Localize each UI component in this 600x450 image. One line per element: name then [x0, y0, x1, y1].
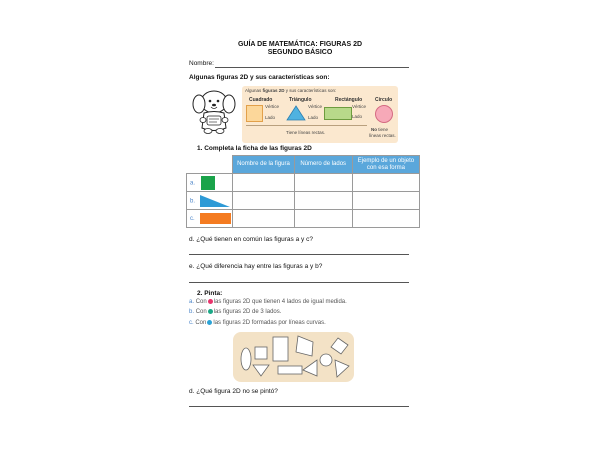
col-numero-lados: Número de lados — [294, 156, 352, 174]
table-row — [187, 192, 420, 210]
paint-rectangle-tall[interactable] — [273, 337, 288, 361]
figures-to-paint-box — [233, 332, 354, 382]
cell-b-nombre[interactable] — [233, 192, 294, 210]
puppy-illustration — [191, 86, 237, 136]
paint-triangle-small[interactable] — [253, 365, 269, 376]
paint-triangle-tilted[interactable] — [335, 360, 349, 377]
col-ejemplo: Ejemplo de un objeto con esa forma — [352, 156, 419, 174]
table-row — [187, 174, 420, 192]
paint-diamond[interactable] — [331, 338, 348, 354]
cell-b-lados[interactable] — [294, 192, 352, 210]
row-c-label: c. — [187, 210, 233, 228]
rectangle-shape — [324, 107, 352, 120]
cell-a-lados[interactable] — [294, 174, 352, 192]
question-final: d. ¿Qué figura 2D no se pintó? — [189, 388, 278, 395]
cell-c-ejemplo[interactable] — [352, 210, 419, 228]
nombre-line[interactable] — [215, 67, 409, 68]
paint-oval[interactable] — [241, 348, 251, 370]
paint-rectangle-wide[interactable] — [278, 366, 302, 374]
orange-rectangle-figure — [200, 213, 231, 224]
note-no-straight-lines: No tiene — [371, 127, 389, 132]
shape-name-rectangulo: Rectángulo — [335, 97, 363, 103]
pinta-item-b: b. Con las figuras 2D de 3 lados. — [189, 309, 282, 315]
q1-heading: 1. Completa la ficha de las figuras 2D — [197, 145, 312, 152]
triangle-shape — [286, 105, 306, 121]
blue-triangle-figure — [199, 194, 231, 208]
cell-c-nombre[interactable] — [233, 210, 294, 228]
answer-line-final[interactable] — [189, 406, 409, 407]
nombre-label: Nombre: — [189, 60, 214, 67]
circle-shape — [375, 105, 393, 123]
answer-line-d[interactable] — [189, 254, 409, 255]
figures-table — [186, 155, 420, 228]
panel-caption: Algunas figuras 2D y sus características son: — [245, 88, 337, 93]
square-vertex-label: Vértice — [265, 104, 280, 109]
rectangle-side-label: Lado — [352, 114, 363, 119]
row-b-label: b. — [187, 192, 233, 210]
paint-square[interactable] — [255, 347, 267, 359]
page-title: GUÍA DE MATEMÁTICA: FIGURAS 2D — [237, 41, 363, 48]
green-dot-icon — [208, 309, 213, 314]
green-square-figure — [201, 176, 215, 190]
table-corner — [187, 156, 233, 174]
triangle-side-label: Lado — [308, 115, 319, 120]
note-no-straight-lines-2: líneas rectas. — [369, 133, 396, 138]
q2-heading: 2. Pinta: — [197, 290, 223, 297]
section-heading: Algunas figuras 2D y sus características son: — [189, 74, 330, 81]
cell-b-ejemplo[interactable] — [352, 192, 419, 210]
square-shape — [246, 105, 263, 122]
note-straight-lines: Tiene líneas rectas. — [286, 130, 326, 135]
figures-info-panel — [242, 86, 398, 143]
square-side-label: Lado — [265, 115, 276, 120]
pink-dot-icon — [208, 299, 213, 304]
cell-a-nombre[interactable] — [233, 174, 294, 192]
pinta-item-c: c. Con las figuras 2D formadas por líneas curvas. — [189, 320, 326, 326]
shape-name-circulo: Círculo — [375, 97, 393, 103]
panel-divider — [246, 125, 367, 126]
paint-circle[interactable] — [320, 354, 332, 366]
row-a-label: a. — [187, 174, 233, 192]
answer-line-e[interactable] — [189, 282, 409, 283]
col-nombre: Nombre de la figura — [233, 156, 294, 174]
cell-c-lados[interactable] — [294, 210, 352, 228]
question-d: d. ¿Qué tienen en común las figuras a y c? — [189, 236, 313, 243]
shape-name-triangulo: Triángulo — [289, 97, 312, 103]
cell-a-ejemplo[interactable] — [352, 174, 419, 192]
paint-triangle-right[interactable] — [303, 360, 317, 376]
table-row — [187, 210, 420, 228]
shape-name-cuadrado: Cuadrado — [249, 97, 273, 103]
figures-to-paint — [233, 332, 354, 382]
blue-dot-icon — [207, 320, 212, 325]
pinta-item-a: a. Con las figuras 2D que tienen 4 lados de igual medida. — [189, 299, 347, 305]
page-subtitle: SEGUNDO BÁSICO — [267, 49, 333, 56]
paint-quadrilateral[interactable] — [296, 336, 313, 356]
triangle-vertex-label: Vértice — [308, 104, 323, 109]
question-e: e. ¿Qué diferencia hay entre las figuras a y b? — [189, 263, 323, 270]
rectangle-vertex-label: Vértice — [352, 104, 367, 109]
